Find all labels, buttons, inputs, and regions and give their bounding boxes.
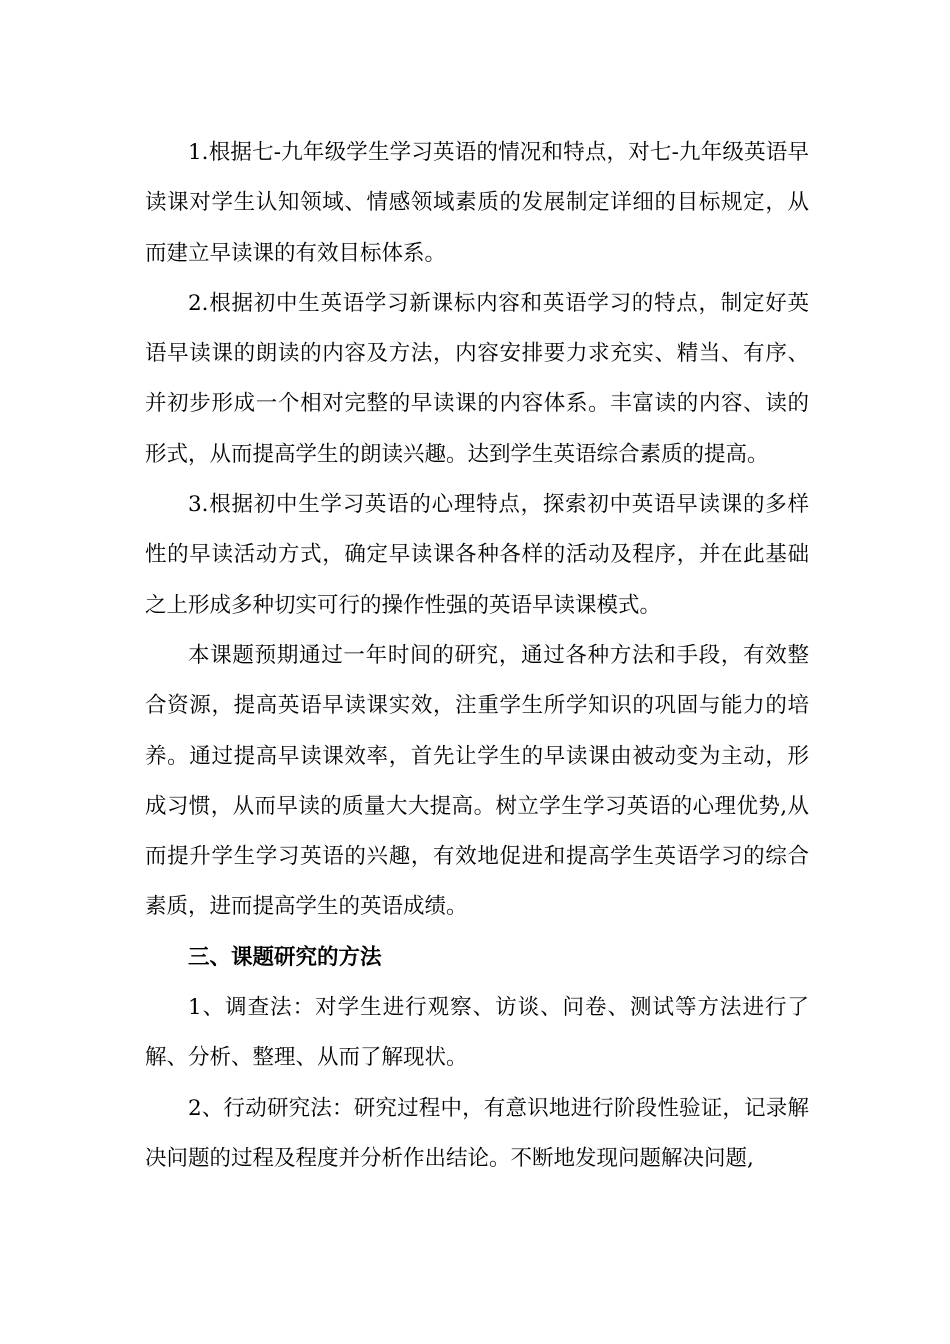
paragraph-expectation: 本课题预期通过一年时间的研究，通过各种方法和手段，有效整合资源，提高英语早读课实效，注重学生所学知识的巩固与能力的培养。通过提高早读课效率，首先让学生的早读课由被动变为主动，形成习惯，从而早读的质量大大提高。树立学生学习英语的心理优势,从而提升学生学习英语的兴趣，有效地促进和提高学生英语学习的综合素质，进而提高学生的英语成绩。 — [145, 642, 809, 920]
paragraph-goal-2: 2.根据初中生英语学习新课标内容和英语学习的特点，制定好英语早读课的朗读的内容及方法，内容安排要力求充实、精当、有序、并初步形成一个相对完整的早读课的内容体系。丰富读的内容、读的形式，从而提高学生的朗读兴趣。达到学生英语综合素质的提高。 — [145, 290, 809, 467]
section-heading-methods: 三、课题研究的方法 — [188, 944, 382, 970]
paragraph-method-survey: 1、调查法：对学生进行观察、访谈、问卷、测试等方法进行了解、分析、整理、从而了解现状。 — [145, 995, 809, 1071]
paragraph-goal-3: 3.根据初中生学习英语的心理特点，探索初中英语早读课的多样性的早读活动方式，确定早读课各种各样的活动及程序，并在此基础之上形成多种切实可行的操作性强的英语早读课模式。 — [145, 492, 809, 618]
document-page — [145, 128, 809, 1184]
paragraph-goal-1: 1.根据七-九年级学生学习英语的情况和特点，对七-九年级英语早读课对学生认知领域、情感领域素质的发展制定详细的目标规定，从而建立早读课的有效目标体系。 — [145, 140, 809, 266]
paragraph-method-action-research: 2、行动研究法：研究过程中，有意识地进行阶段性验证，记录解决问题的过程及程度并分析作出结论。不断地发现问题解决问题, — [145, 1095, 809, 1171]
